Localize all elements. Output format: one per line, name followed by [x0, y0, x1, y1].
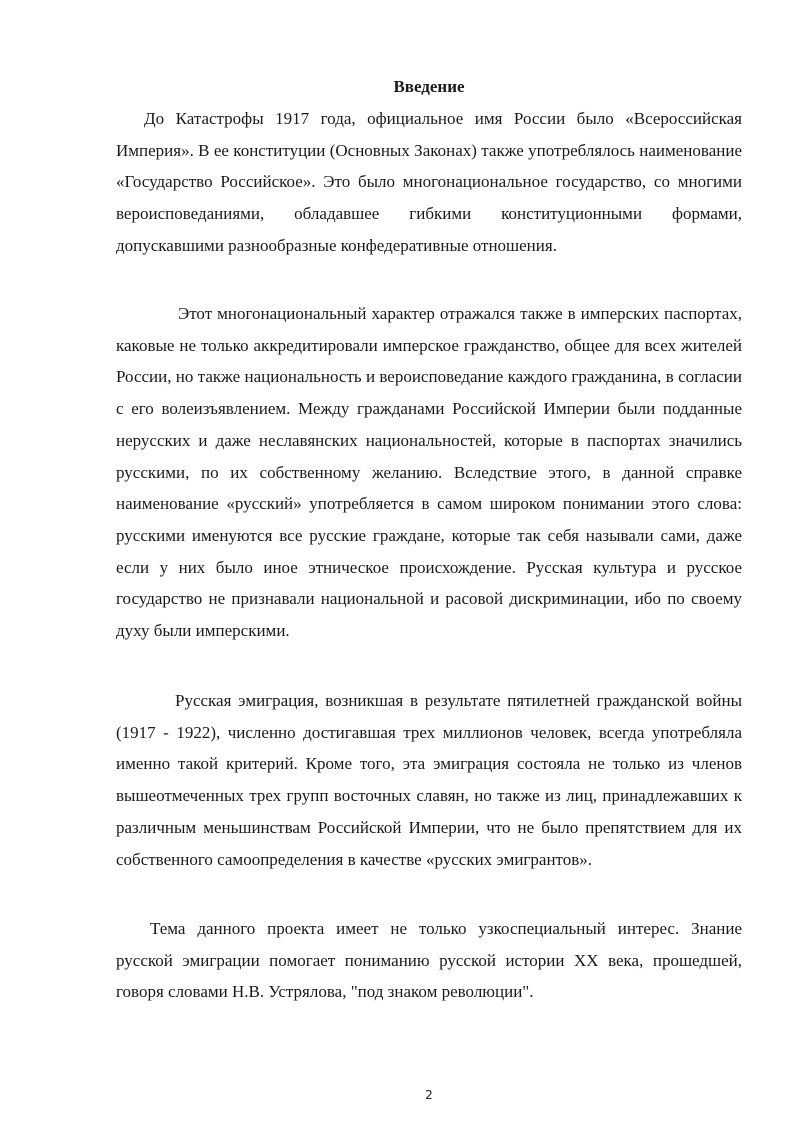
document-title: Введение	[393, 77, 465, 96]
paragraph-4: Тема данного проекта имеет не только узкоспециальный интерес. Знание русской эмиграции помогает пониманию русской истории XX века, прошедшей, говоря словами Н.В. Устрялова, "под знаком революции".	[116, 919, 742, 1002]
paragraph-2: Этот многонациональный характер отражался также в имперских паспортах, каковые не только аккредитировали имперское гражданство, общее для всех жителей России, но также национальность и вероисповедание каждого гражданина, в согласии с его волеизъявлением. Между гражданами Российской Империи были подданные нерусских и даже неславянских национальностей, которые в паспортах значились русскими, по их собственному желанию. Вследствие этого, в данной справке наименование «русский» употребляется в самом широком понимании этого слова: русскими именуются все русские граждане, которые так себя называли сами, даже если у них было иное этническое происхождение. Русская культура и русское государство не признавали национальной и расовой дискриминации, ибо по своему духу были имперскими.	[116, 304, 742, 641]
document-page	[116, 0, 742, 1131]
paragraph-1: До Катастрофы 1917 года, официальное имя России было «Всероссийская Империя». В ее конституции (Основных Законах) также употреблялось наименование «Государство Российское». Это было многонациональное государство, со многими вероисповеданиями, обладавшее гибкими конституционными формами, допускавшими разнообразные конфедеративные отношения.	[116, 109, 742, 255]
page-number: 2	[425, 1088, 433, 1102]
paragraph-3: Русская эмиграция, возникшая в результате пятилетней гражданской войны (1917 - 1922), численно достигавшая трех миллионов человек, всегда употребляла именно такой критерий. Кроме того, эта эмиграция состояла не только из членов вышеотмеченных трех групп восточных славян, но также из лиц, принадлежавших к различным меньшинствам Российской Империи, что не было препятствием для их собственного самоопределения в качестве «русских эмигрантов».	[116, 691, 742, 869]
